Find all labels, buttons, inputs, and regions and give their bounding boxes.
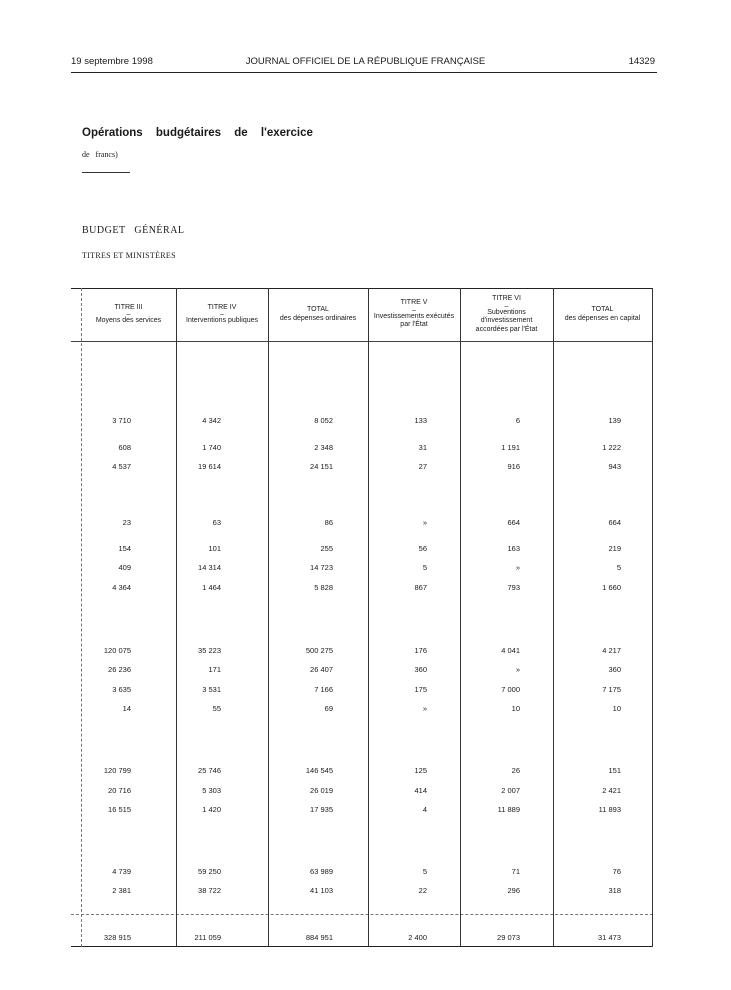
column-header-title: TITRE III: [114, 303, 143, 311]
table-cell: 69: [324, 704, 333, 713]
table-bottom-rule: [71, 946, 653, 947]
column-header-title: TOTAL: [591, 306, 614, 313]
table-cell: 608: [118, 443, 131, 452]
table-cell: 176: [414, 646, 427, 655]
table-cell: 2 421: [602, 786, 621, 795]
table-cell: 10: [612, 704, 621, 713]
table-cell: 219: [608, 544, 621, 553]
table-header-rule: [71, 341, 653, 342]
table-cell: 56: [418, 544, 427, 553]
title-rule: [82, 172, 130, 173]
column-header-titre-v: [368, 288, 460, 341]
table-cell: 3 710: [112, 416, 131, 425]
table-cell: 664: [608, 518, 621, 527]
table-cell: 10: [511, 704, 520, 713]
table-cell: »: [422, 704, 427, 713]
table-cell: 154: [118, 544, 131, 553]
table-cell: 1 740: [202, 443, 221, 452]
table-cell: 943: [608, 462, 621, 471]
document-title: Opérations budgétaires de l'exercice: [82, 127, 313, 139]
column-divider: [176, 288, 177, 947]
table-cell: 4 041: [501, 646, 520, 655]
table-cell: 5: [616, 563, 621, 572]
table-cell: 55: [212, 704, 221, 713]
table-cell: 1 420: [202, 805, 221, 814]
table-total-rule: [71, 914, 653, 915]
table-cell: 8 052: [314, 416, 333, 425]
column-divider: [368, 288, 369, 947]
table-cell: 793: [507, 583, 520, 592]
table-cell: 20 716: [108, 786, 131, 795]
table-cell: 26: [511, 766, 520, 775]
table-cell: 3 531: [202, 685, 221, 694]
header-rule: [71, 72, 657, 73]
table-cell: 38 722: [198, 886, 221, 895]
table-cell: 3 635: [112, 685, 131, 694]
table-cell: 296: [507, 886, 520, 895]
table-cell: 7 000: [501, 685, 520, 694]
column-header-dash: –: [412, 306, 416, 314]
table-cell: »: [422, 518, 427, 527]
table-cell: 4 342: [202, 416, 221, 425]
table-cell: 360: [608, 665, 621, 674]
table-cell: 63: [212, 518, 221, 527]
total-cell: 29 073: [497, 933, 520, 942]
table-cell: 86: [324, 518, 333, 527]
table-cell: 1 464: [202, 583, 221, 592]
table-cell: 7 175: [602, 685, 621, 694]
table-cell: 6: [515, 416, 520, 425]
table-cell: 5: [422, 563, 427, 572]
column-header-subtitle: des dépenses en capital: [564, 314, 641, 322]
table-cell: 1 660: [602, 583, 621, 592]
column-header-title: TITRE VI: [492, 295, 521, 302]
table-cell: 125: [414, 766, 427, 775]
table-left-border: [81, 288, 82, 947]
table-cell: 17 935: [310, 805, 333, 814]
table-cell: 2 007: [501, 786, 520, 795]
table-cell: 26 236: [108, 665, 131, 674]
column-divider: [460, 288, 461, 947]
titres-label: TITRES ET MINISTÈRES: [82, 251, 176, 260]
total-cell: 2 400: [408, 933, 427, 942]
column-header-subtitle: Investissements exécutés par l'État: [373, 312, 455, 329]
table-cell: 24 151: [310, 462, 333, 471]
table-cell: 916: [507, 462, 520, 471]
column-header-titre-iv: [176, 288, 268, 341]
header-journal-title: JOURNAL OFFICIEL DE LA RÉPUBLIQUE FRANÇAISE: [245, 56, 486, 67]
table-cell: 4 537: [112, 462, 131, 471]
column-header-subtitle: Subventions d'investissement accordées par l'État: [475, 308, 538, 333]
table-cell: 16 515: [108, 805, 131, 814]
table-cell: 1 191: [501, 443, 520, 452]
table-cell: 22: [418, 886, 427, 895]
table-cell: 11 889: [497, 805, 520, 814]
total-cell: 211 059: [194, 933, 221, 942]
table-cell: 255: [320, 544, 333, 553]
table-cell: 35 223: [198, 646, 221, 655]
table-cell: 175: [414, 685, 427, 694]
table-cell: 664: [507, 518, 520, 527]
table-cell: 2 381: [112, 886, 131, 895]
table-cell: 19 614: [198, 462, 221, 471]
table-cell: »: [515, 665, 520, 674]
table-cell: 11 893: [598, 805, 621, 814]
column-header-total-capital: [553, 288, 652, 341]
column-header-titre-iii: [81, 288, 176, 341]
table-cell: 14: [122, 704, 131, 713]
table-cell: 31: [418, 443, 427, 452]
column-divider: [268, 288, 269, 947]
table-cell: »: [515, 563, 520, 572]
table-cell: 2 348: [314, 443, 333, 452]
table-cell: 5 303: [202, 786, 221, 795]
table-cell: 26 407: [310, 665, 333, 674]
table-cell: 151: [608, 766, 621, 775]
table-cell: 139: [608, 416, 621, 425]
table-cell: 360: [414, 665, 427, 674]
total-cell: 31 473: [598, 933, 621, 942]
table-cell: 27: [418, 462, 427, 471]
column-header-title: TITRE V: [400, 299, 428, 307]
document-subtitle: de francs): [82, 150, 118, 159]
column-header-total-ordinaires: [268, 288, 368, 341]
column-header-subtitle: Moyens des services: [95, 317, 162, 324]
table-cell: 76: [612, 867, 621, 876]
table-cell: 59 250: [198, 867, 221, 876]
column-header-titre-vi: [460, 288, 553, 341]
table-cell: 4 739: [112, 867, 131, 876]
table-cell: 500 275: [305, 646, 333, 655]
table-cell: 7 166: [314, 685, 333, 694]
table-cell: 14 723: [310, 563, 333, 572]
table-cell: 133: [414, 416, 427, 425]
table-right-border: [652, 288, 653, 947]
header-page-number: 14329: [628, 56, 655, 67]
table-cell: 414: [414, 786, 427, 795]
table-cell: 409: [118, 563, 131, 572]
table-cell: 14 314: [198, 563, 221, 572]
table-cell: 4 364: [112, 583, 131, 592]
table-cell: 4 217: [602, 646, 621, 655]
column-header-title: TOTAL: [307, 306, 329, 313]
column-header-dash: –: [220, 311, 224, 318]
column-header-dash: –: [126, 311, 131, 318]
column-header-dash: –: [504, 302, 509, 310]
table-cell: 23: [122, 518, 131, 527]
header-date: 19 septembre 1998: [71, 56, 153, 67]
table-cell: 41 103: [310, 886, 333, 895]
budget-table: [71, 288, 653, 948]
table-cell: 26 019: [310, 786, 333, 795]
column-header-subtitle: des dépenses ordinaires: [279, 314, 357, 322]
table-cell: 867: [414, 583, 427, 592]
table-cell: 5 828: [314, 583, 333, 592]
table-cell: 120 075: [103, 646, 131, 655]
table-cell: 25 746: [198, 766, 221, 775]
budget-label: BUDGET GÉNÉRAL: [82, 225, 185, 236]
column-header-title: TITRE IV: [207, 303, 237, 311]
table-cell: 171: [208, 665, 221, 674]
table-cell: 5: [422, 867, 427, 876]
table-cell: 318: [608, 886, 621, 895]
table-cell: 1 222: [602, 443, 621, 452]
table-cell: 71: [511, 867, 520, 876]
table-cell: 120 799: [103, 766, 131, 775]
table-cell: 163: [507, 544, 520, 553]
table-cell: 4: [422, 805, 427, 814]
column-header-subtitle: Interventions publiques: [186, 317, 258, 324]
table-cell: 101: [208, 544, 221, 553]
column-divider: [553, 288, 554, 947]
table-cell: 146 545: [305, 766, 333, 775]
table-cell: 63 989: [310, 867, 333, 876]
total-cell: 884 951: [305, 933, 333, 942]
total-cell: 328 915: [103, 933, 131, 942]
